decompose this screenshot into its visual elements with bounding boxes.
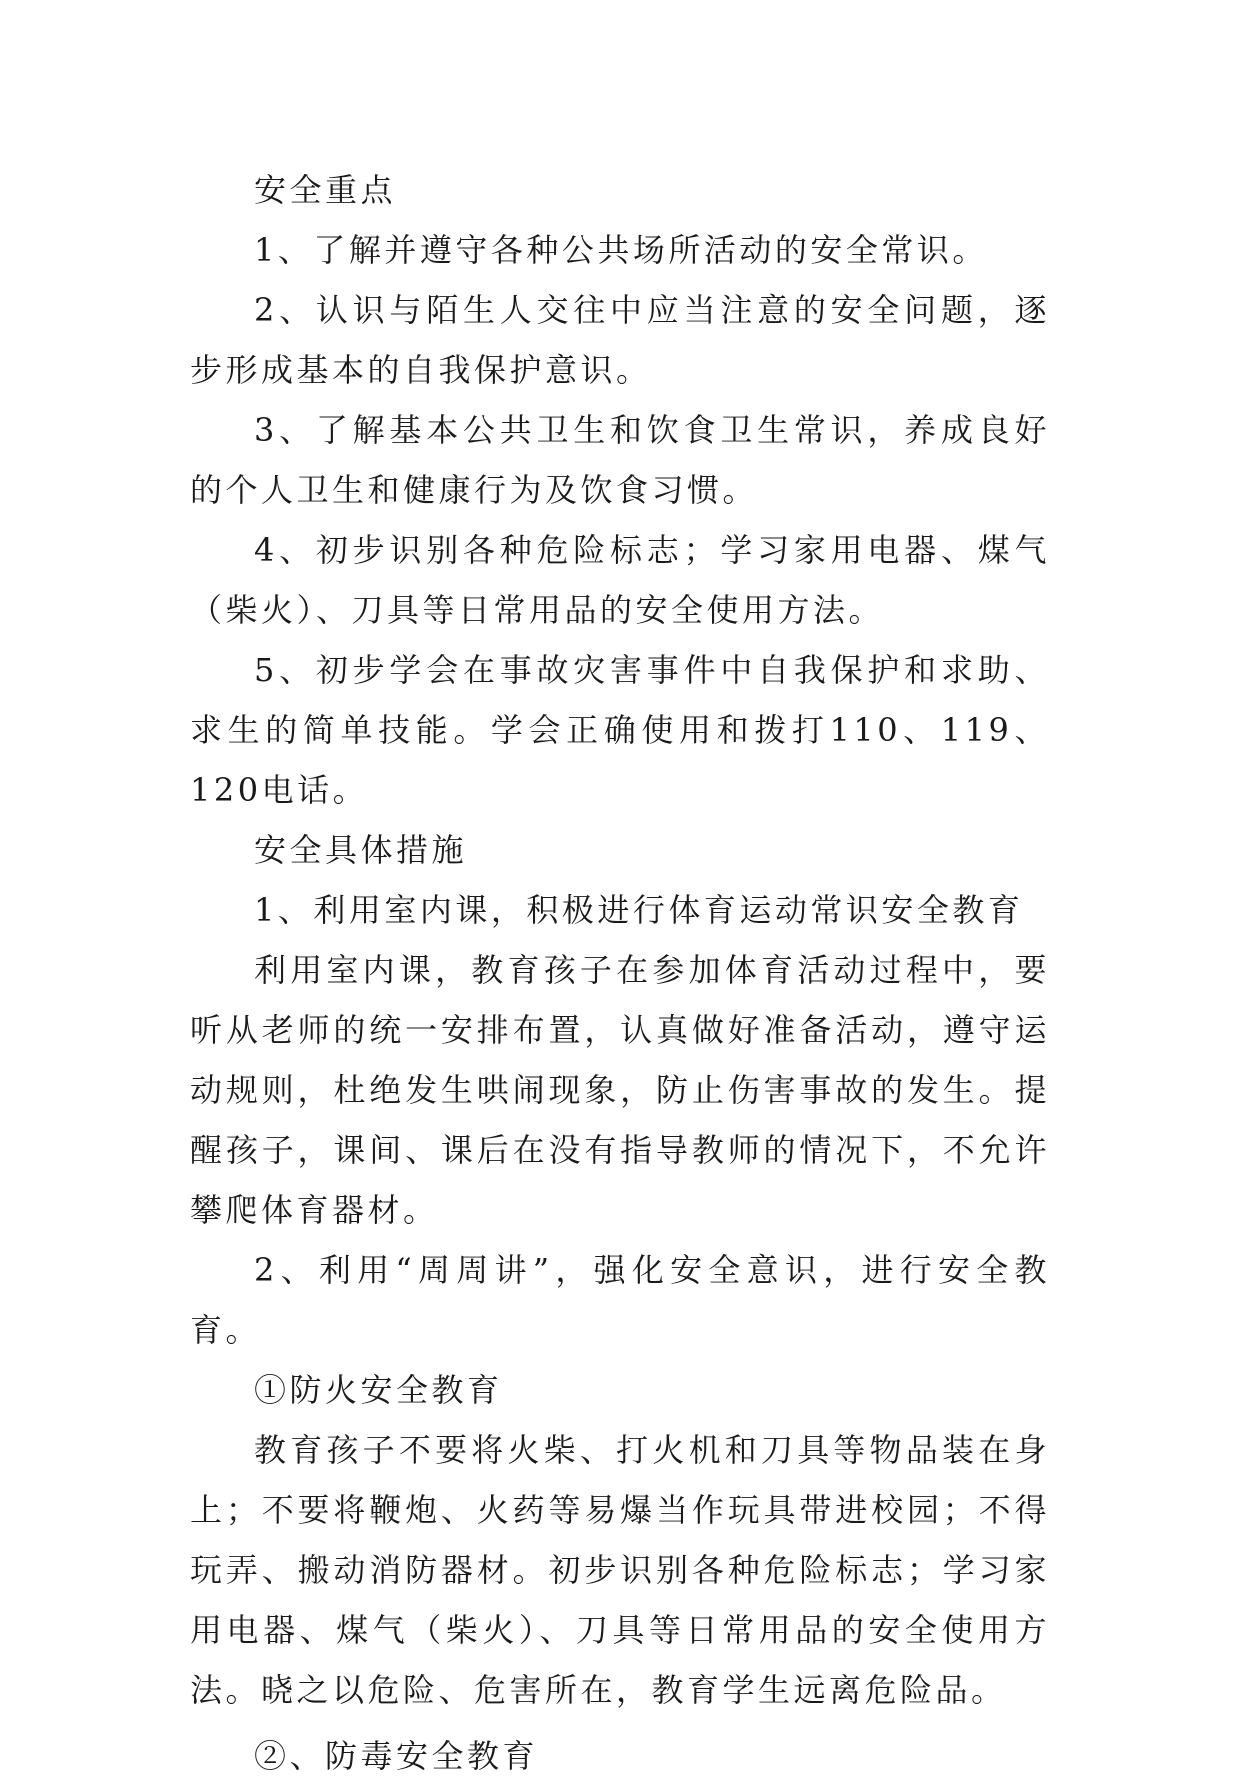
document-body	[190, 160, 1050, 1786]
paragraph-point-4: 4、初步识别各种危险标志；学习家用电器、煤气（柴火）、刀具等日常用品的安全使用方法。	[190, 531, 1050, 629]
heading-safety-measures: 安全具体措施	[254, 831, 468, 869]
paragraph-measure-1: 1、利用室内课，积极进行体育运动常识安全教育	[254, 891, 1024, 929]
paragraph-measure-2: 2、利用“周周讲”，强化安全意识，进行安全教育。	[190, 1251, 1050, 1349]
paragraph-point-1: 1、了解并遵守各种公共场所活动的安全常识。	[254, 231, 988, 269]
paragraph-point-3: 3、了解基本公共卫生和饮食卫生常识，养成良好的个人卫生和健康行为及饮食习惯。	[190, 411, 1050, 509]
heading-drug-safety: ②、防毒安全教育	[254, 1737, 539, 1775]
paragraph-fire-safety: 教育孩子不要将火柴、打火机和刀具等物品装在身上；不要将鞭炮、火药等易爆当作玩具带进校园；不得玩弄、搬动消防器材。初步识别各种危险标志；学习家用电器、煤气（柴火）、刀具等日常用品的安全使用方法。晓之以危险、危害所在，教育学生远离危险品。	[190, 1431, 1050, 1709]
heading-safety-key-points: 安全重点	[254, 171, 397, 209]
paragraph-indoor-class: 利用室内课，教育孩子在参加体育活动过程中，要听从老师的统一安排布置，认真做好准备活动，遵守运动规则，杜绝发生哄闹现象，防止伤害事故的发生。提醒孩子，课间、课后在没有指导教师的情况下，不允许攀爬体育器材。	[190, 951, 1050, 1229]
paragraph-point-5: 5、初步学会在事故灾害事件中自我保护和求助、求生的简单技能。学会正确使用和拨打110、119、120电话。	[190, 651, 1050, 809]
heading-fire-safety: ①防火安全教育	[254, 1371, 503, 1409]
paragraph-point-2: 2、认识与陌生人交往中应当注意的安全问题，逐步形成基本的自我保护意识。	[190, 291, 1050, 389]
